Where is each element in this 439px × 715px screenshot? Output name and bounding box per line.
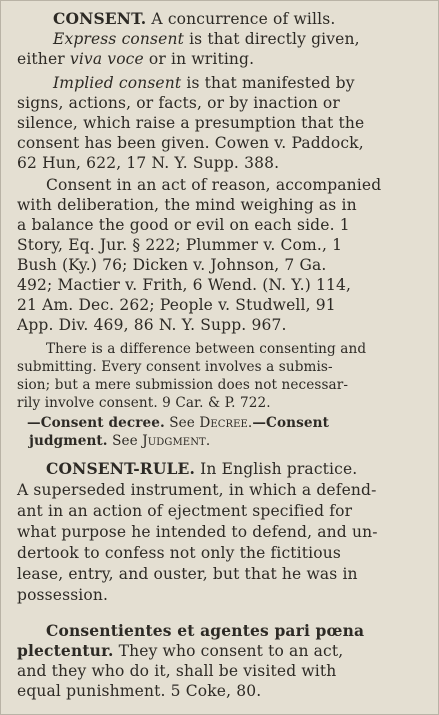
term-consent-judgment-end: judgment. <box>29 433 108 449</box>
implied-consent-text: is that manifested by <box>186 74 355 92</box>
consent-rule-line: what purpose he intended to defend, and un- <box>17 523 378 541</box>
implied-line: signs, actions, or facts, or by inaction or <box>17 94 340 112</box>
submission-line: There is a difference between consenting and <box>46 341 367 357</box>
term-express-consent: Express consent <box>53 30 184 48</box>
consentientes-definition-start: They who consent to an act, <box>118 642 344 660</box>
headword-consent-rule: CONSENT-RULE. <box>46 459 196 478</box>
express-or-writing: or in writing. <box>148 50 255 68</box>
consent-rule-first-text: In English practice. <box>200 460 358 478</box>
consent-decree-line <box>27 413 329 433</box>
consent-rule-line: dertook to confess not only the fictitious <box>17 544 341 562</box>
consent-rule-heading-line <box>46 459 357 479</box>
reason-line: with deliberation, the mind weighing as in <box>17 196 357 214</box>
consent-judgment-line <box>29 431 210 451</box>
headword-consentientes-end: plectentur. <box>17 641 114 660</box>
reason-line: 492; Mactier v. Frith, 6 Wend. (N. Y.) 114, <box>17 276 352 294</box>
express-either: either <box>17 50 65 68</box>
term-consent-judgment-start: —Consent <box>252 415 329 431</box>
implied-consent-line <box>53 73 355 93</box>
see-label: See <box>169 415 195 431</box>
consent-rule-line: lease, entry, and ouster, but that he was in <box>17 565 358 583</box>
consent-definition: A concurrence of wills. <box>151 10 336 28</box>
express-consent-line <box>53 29 360 49</box>
see-label: See <box>112 433 138 449</box>
consent-rule-line: ant in an action of ejectment specified for <box>17 502 353 520</box>
submission-line: rily involve consent. 9 Car. & P. 722. <box>17 395 271 411</box>
submission-line: sion; but a mere submission does not necessar- <box>17 377 349 393</box>
submission-line: submitting. Every consent involves a submis- <box>17 359 333 375</box>
consentientes-line: equal punishment. 5 Coke, 80. <box>17 682 262 700</box>
term-viva-voce: viva voce <box>69 50 144 68</box>
headword-consent: CONSENT. <box>53 9 147 28</box>
term-implied-consent: Implied consent <box>53 74 182 92</box>
crossref-judgment: Judgment. <box>142 433 211 449</box>
express-consent-text: is that directly given, <box>189 30 360 48</box>
consentientes-line: and they who do it, shall be visited with <box>17 662 337 680</box>
reason-line: App. Div. 469, 86 N. Y. Supp. 967. <box>17 316 287 334</box>
reason-line: a balance the good or evil on each side. 1 <box>17 216 350 234</box>
consentientes-line-2 <box>17 641 343 661</box>
express-consent-line-2 <box>17 49 254 69</box>
implied-line: silence, which raise a presumption that the <box>17 114 365 132</box>
reason-line: Consent in an act of reason, accompanied <box>46 176 382 194</box>
term-consent-decree: —Consent decree. <box>27 415 165 431</box>
implied-line: 62 Hun, 622, 17 N. Y. Supp. 388. <box>17 154 280 172</box>
crossref-decree: Decree. <box>199 415 253 431</box>
consent-rule-line: possession. <box>17 586 109 604</box>
reason-line: 21 Am. Dec. 262; People v. Studwell, 91 <box>17 296 336 314</box>
implied-line: consent has been given. Cowen v. Paddock, <box>17 134 364 152</box>
reason-line: Bush (Ky.) 76; Dicken v. Johnson, 7 Ga. <box>17 256 327 274</box>
reason-line: Story, Eq. Jur. § 222; Plummer v. Com., 1 <box>17 236 343 254</box>
headword-consentientes: Consentientes et agentes pari pœna <box>46 621 365 640</box>
consent-rule-line: A superseded instrument, in which a defend- <box>17 481 377 499</box>
consent-heading-line <box>53 9 335 29</box>
